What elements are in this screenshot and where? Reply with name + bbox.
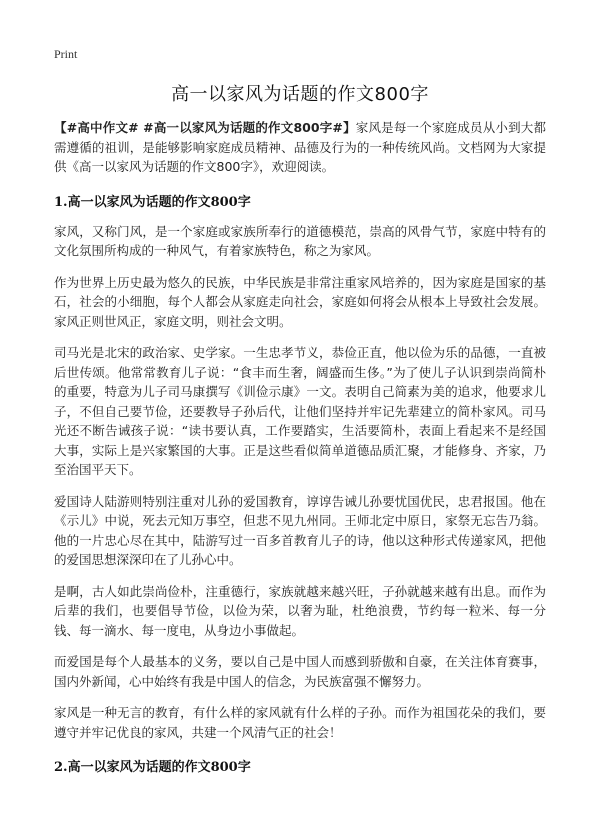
paragraph-5: 是啊，古人如此崇尚俭朴，注重德行，家族就越来越兴旺，子孙就越来越有出息。而作为后辈的我们，也要倡导节俭，以俭为荣，以奢为耻，杜绝浪费，节约每一粒米、每一分钱、每一滴水、每一度电，从身边小事做起。: [54, 583, 546, 638]
paragraph-4: 爱国诗人陆游则特别注重对儿孙的爱国教育，谆谆告诫儿孙要忧国优民，忠君报国。他在《示儿》中说，死去元知万事空，但悲不见九州同。王师北定中原日，家祭无忘告乃翁。他的一片忠心尽在其中，陆游写过一百多首教育儿子的诗，他以这种形式传递家风，把他的爱国思想深深印在了儿孙心中。: [54, 493, 546, 567]
article-body: [54, 118, 546, 787]
paragraph-6: 而爱国是每个人最基本的义务，要以自己是中国人而感到骄傲和自豪，在关注体育赛事，国内外新闻，心中始终有我是中国人的信念，为民族富强不懈努力。: [54, 654, 546, 689]
intro-tags: 【#高中作文# #高一以家风为话题的作文800字#】: [54, 120, 356, 135]
section-heading-2: 2.高一以家风为话题的作文800字: [54, 760, 251, 775]
section-heading-1: 1.高一以家风为话题的作文800字: [54, 194, 251, 210]
paragraph-7: 家风是一种无言的教育，有什么样的家风就有什么样的子孙。而作为祖国花朵的我们，要遵守并牢记优良的家风，共建一个风清气正的社会！: [54, 705, 546, 740]
intro-paragraph: [54, 118, 546, 177]
paragraph-3: 司马光是北宋的政治家、史学家。一生忠孝节义，恭俭正直，他以俭为乐的品德，一直被后世传颂。他常常教育儿子说：“食丰而生奢，阔盛而生侈。”为了使儿子认识到崇尚简朴的重要，特意为儿子司马康撰写《训俭示康》一文。表明自己简素为美的追求，他要求儿子，不但自己要节俭，还要教导子孙后代，让他们坚持并牢记先辈建立的简朴家风。司马光还不断告诫孩子说：“读书要认真，工作要踏实，生活要简朴，表面上看起来不是经国大事，实际上是兴家繁国的大事。正是这些看似简单道德品质汇聚，才能修身、齐家，乃至治国平天下。: [54, 345, 546, 477]
paragraph-1: 家风，又称门风，是一个家庭或家族所奉行的道德模范，崇高的风骨气节，家庭中特有的文化氛围所构成的一种风气，有着家族特色，称之为家风。: [54, 223, 546, 258]
print-link[interactable]: Print: [54, 47, 78, 61]
page-title: 高一以家风为话题的作文800字: [171, 84, 429, 105]
intro-text: 家风是每一个家庭成员从小到大都需遵循的祖训，是能够影响家庭成员精神、品德及行为的一种传统风尚。文档网为大家提供《高一以家风为话题的作文800字》，欢迎阅读。: [54, 120, 546, 174]
paragraph-2: 作为世界上历史最为悠久的民族，中华民族是非常注重家风培养的，因为家庭是国家的基石，社会的小细胞，每个人都会从家庭走向社会，家庭如何将会从根本上导致社会发展。家风正则世风正，家庭文明，则社会文明。: [54, 274, 546, 329]
